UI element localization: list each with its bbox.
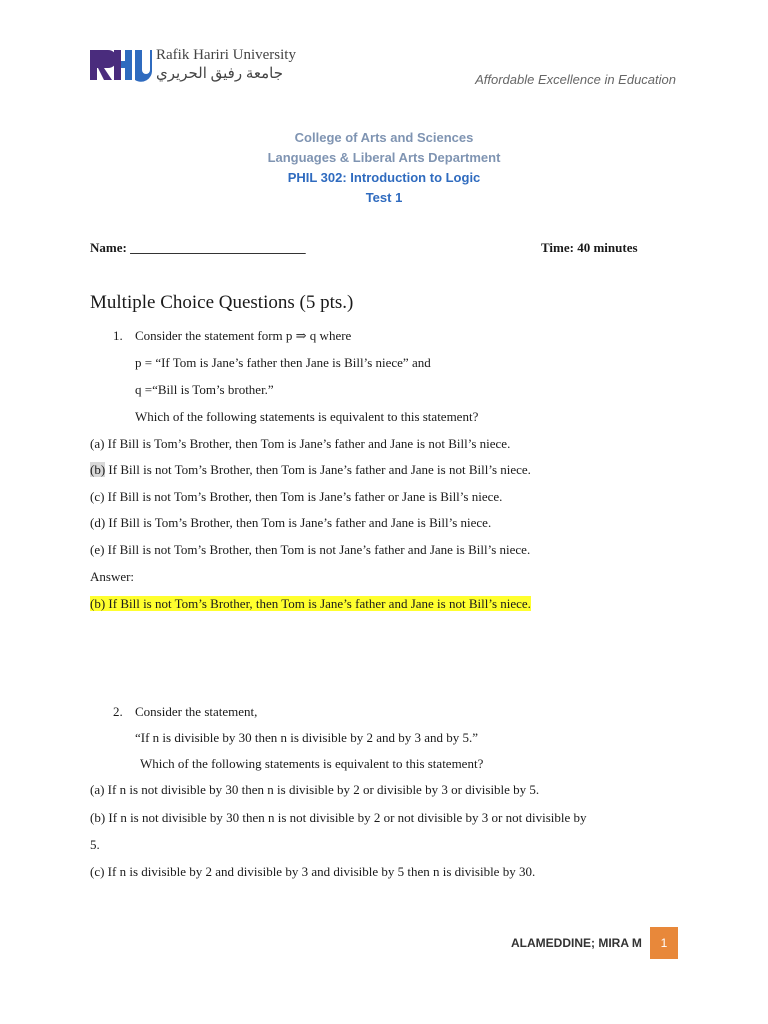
q2-question: Which of the following statements is equivalent to this statement? (140, 756, 484, 771)
q1-stem: Consider the statement form p ⇒ q where (135, 328, 352, 343)
university-name-english: Rafik Hariri University (156, 47, 296, 63)
footer-author: ALAMEDDINE; MIRA M (511, 936, 642, 950)
rhu-logo (90, 48, 152, 82)
course-title: PHIL 302: Introduction to Logic (287, 170, 481, 185)
q1-option-b-text: If Bill is not Tom’s Brother, then Tom is Jane’s father and Jane is not Bill’s niece. (105, 462, 531, 477)
college-name: College of Arts and Sciences (294, 130, 474, 145)
q1-option-b-label: (b) (90, 462, 106, 477)
q1-answer (90, 596, 531, 612)
q1-question: Which of the following statements is equivalent to this statement? (135, 409, 479, 424)
university-name-arabic: جامعة رفيق الحريري (156, 66, 283, 82)
q1-option-b (90, 462, 531, 478)
q1-q-definition: q =“Bill is Tom’s brother.” (135, 382, 274, 397)
page-number: 1 (650, 927, 678, 959)
q1-option-c: (c) If Bill is not Tom’s Brother, then Tom is Jane’s father or Jane is Bill’s niece. (90, 489, 503, 504)
q2-stem: Consider the statement, (135, 704, 258, 719)
time-limit: Time: 40 minutes (541, 240, 638, 255)
q2-option-b: (b) If n is not divisible by 30 then n is not divisible by 2 or not divisible by 3 or not divisible by (90, 810, 587, 825)
q1-answer-highlight: (b) If Bill is not Tom’s Brother, then Tom is Jane’s father and Jane is not Bill’s niece. (90, 596, 531, 611)
q2-option-b-continued: 5. (90, 837, 100, 852)
section-title: Multiple Choice Questions (5 pts.) (90, 292, 354, 313)
test-title: Test 1 (365, 190, 403, 205)
q2-quote: “If n is divisible by 30 then n is divisible by 2 and by 3 and by 5.” (135, 730, 479, 745)
q2-option-a: (a) If n is not divisible by 30 then n is divisible by 2 or divisible by 3 or divisible by 5. (90, 782, 540, 797)
q1-p-definition: p = “If Tom is Jane’s father then Jane is Bill’s niece” and (135, 355, 431, 370)
q2-number: 2. (113, 704, 123, 719)
q1-option-d: (d) If Bill is Tom’s Brother, then Tom is Jane’s father and Jane is Bill’s niece. (90, 515, 492, 530)
q1-number: 1. (113, 328, 123, 343)
department-name: Languages & Liberal Arts Department (267, 150, 501, 165)
q1-answer-label: Answer: (90, 569, 135, 584)
q1-option-e: (e) If Bill is not Tom’s Brother, then Tom is not Jane’s father and Jane is Bill’s niece. (90, 542, 531, 557)
q1-option-a: (a) If Bill is Tom’s Brother, then Tom is Jane’s father and Jane is not Bill’s niece. (90, 436, 511, 451)
tagline: Affordable Excellence in Education (475, 72, 676, 87)
q2-option-c: (c) If n is divisible by 2 and divisible by 3 and divisible by 5 then n is divisible by 30. (90, 864, 536, 879)
name-field: Name: ___________________________ (90, 240, 306, 255)
